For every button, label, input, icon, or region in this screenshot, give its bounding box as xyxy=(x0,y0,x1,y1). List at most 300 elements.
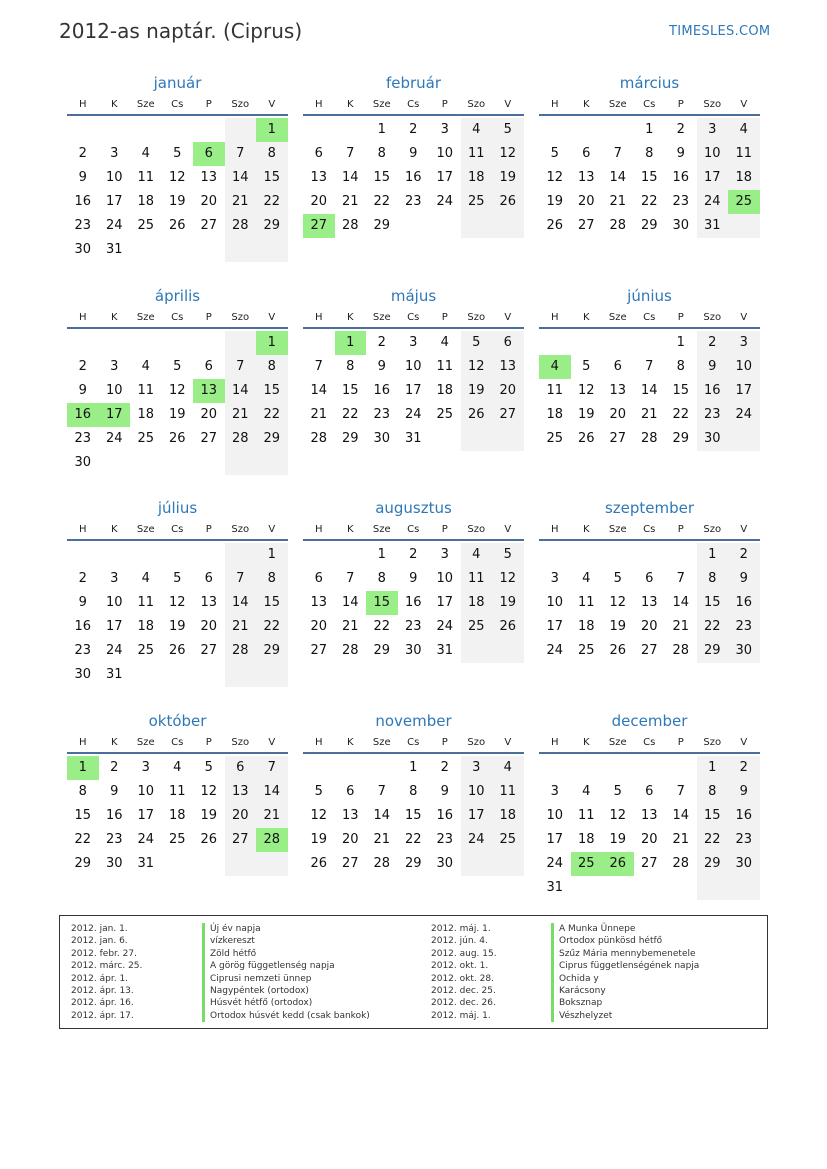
weekday-label: V xyxy=(268,737,276,748)
day-cell: 11 xyxy=(728,142,760,166)
day-cell: 18 xyxy=(577,619,595,634)
day-cell: 29 xyxy=(256,427,288,451)
day-cell: 1 xyxy=(256,543,288,567)
day-cell: 19 xyxy=(168,194,186,209)
day-cell: 4 xyxy=(141,571,150,586)
day-cell: 18 xyxy=(137,619,155,634)
day-cell: 7 xyxy=(645,359,654,374)
weekend-empty-cell xyxy=(697,876,729,900)
day-cell: 9 xyxy=(440,784,449,799)
day-cell: 24 xyxy=(105,218,123,233)
weekday-label: K xyxy=(110,99,118,110)
day-cell: 4 xyxy=(582,571,591,586)
day-cell: 26 xyxy=(577,431,595,446)
weekday-header xyxy=(67,312,288,329)
holiday-day-cell: 6 xyxy=(193,142,225,166)
day-cell: 6 xyxy=(204,571,213,586)
day-cell: 12 xyxy=(168,595,186,610)
day-cell: 14 xyxy=(310,383,328,398)
day-cell: 6 xyxy=(314,571,323,586)
weekday-label: K xyxy=(582,737,590,748)
day-cell: 21 xyxy=(609,194,627,209)
weekday-label: Szo xyxy=(703,312,722,323)
weekday-label: Sze xyxy=(372,99,391,110)
day-cell: 8 xyxy=(697,780,729,804)
weekday-label: P xyxy=(441,737,448,748)
day-cell: 29 xyxy=(697,852,729,876)
day-cell: 20 xyxy=(341,832,359,847)
day-cell: 10 xyxy=(728,355,760,379)
day-cell: 7 xyxy=(613,146,622,161)
legend-date: 2012. máj. 1. xyxy=(431,924,491,934)
day-cell: 3 xyxy=(141,760,150,775)
weekday-label: P xyxy=(677,99,684,110)
day-cell: 20 xyxy=(200,194,218,209)
weekday-label: Sze xyxy=(372,737,391,748)
day-grid xyxy=(67,118,288,264)
day-cell: 27 xyxy=(200,643,218,658)
day-cell: 29 xyxy=(341,431,359,446)
day-cell: 3 xyxy=(550,571,559,586)
weekday-label: Sze xyxy=(608,99,627,110)
month-block xyxy=(303,73,524,240)
weekday-label: Cs xyxy=(171,99,184,110)
day-cell: 9 xyxy=(78,170,87,185)
day-cell: 20 xyxy=(225,804,257,828)
legend-holiday-name: Nagypéntek (ortodox) xyxy=(202,985,370,997)
day-cell: 8 xyxy=(256,355,288,379)
day-cell: 9 xyxy=(78,383,87,398)
day-cell: 11 xyxy=(546,383,564,398)
day-cell: 24 xyxy=(137,832,155,847)
day-cell: 10 xyxy=(546,595,564,610)
weekend-empty-cell xyxy=(225,451,257,475)
day-grid xyxy=(67,543,288,689)
month-name: július xyxy=(157,499,198,517)
weekend-empty-cell xyxy=(225,331,257,355)
day-cell: 24 xyxy=(728,403,760,427)
weekday-header xyxy=(539,99,760,116)
month-name: szeptember xyxy=(604,499,695,517)
weekday-label: H xyxy=(314,524,323,535)
day-cell: 14 xyxy=(373,808,391,823)
day-cell: 21 xyxy=(310,407,328,422)
day-cell: 23 xyxy=(728,615,760,639)
day-cell: 23 xyxy=(74,643,92,658)
weekday-label: Szo xyxy=(703,524,722,535)
day-cell: 22 xyxy=(373,619,391,634)
day-cell: 13 xyxy=(609,383,627,398)
day-cell: 26 xyxy=(492,615,524,639)
day-cell: 24 xyxy=(436,194,454,209)
day-cell: 3 xyxy=(110,571,119,586)
day-cell: 13 xyxy=(640,808,658,823)
weekday-label: Szo xyxy=(467,312,486,323)
day-cell: 20 xyxy=(200,619,218,634)
day-cell: 25 xyxy=(436,407,454,422)
day-cell: 24 xyxy=(697,190,729,214)
legend-date: 2012. ápr. 16. xyxy=(71,998,134,1009)
day-cell: 17 xyxy=(137,808,155,823)
day-cell: 17 xyxy=(728,379,760,403)
month-block xyxy=(539,73,760,240)
day-cell: 16 xyxy=(404,595,422,610)
day-cell: 6 xyxy=(613,359,622,374)
day-cell: 15 xyxy=(74,808,92,823)
day-cell: 15 xyxy=(697,591,729,615)
weekend-empty-cell xyxy=(256,852,288,876)
day-cell: 15 xyxy=(256,379,288,403)
weekday-label: H xyxy=(314,737,323,748)
day-cell: 31 xyxy=(546,880,564,895)
weekend-empty-cell xyxy=(728,214,760,238)
weekday-label: H xyxy=(550,99,559,110)
day-cell: 4 xyxy=(492,756,524,780)
day-cell: 17 xyxy=(436,170,454,185)
weekday-label: H xyxy=(550,737,559,748)
day-cell: 20 xyxy=(310,194,328,209)
day-cell: 8 xyxy=(377,571,386,586)
day-cell: 21 xyxy=(640,407,658,422)
day-cell: 15 xyxy=(404,808,422,823)
day-cell: 7 xyxy=(256,756,288,780)
legend-date: 2012. dec. 25. xyxy=(431,985,496,996)
month-name: június xyxy=(627,287,672,305)
weekday-label: H xyxy=(314,99,323,110)
day-cell: 7 xyxy=(377,784,386,799)
weekday-label: Cs xyxy=(407,737,420,748)
legend-date: 2012. dec. 26. xyxy=(431,998,496,1009)
day-cell: 17 xyxy=(697,166,729,190)
day-cell: 19 xyxy=(492,591,524,615)
day-cell: 29 xyxy=(672,431,690,446)
weekday-label: V xyxy=(740,737,748,748)
legend-date: 2012. okt. 1. xyxy=(431,961,489,972)
weekday-label: V xyxy=(504,99,512,110)
day-cell: 10 xyxy=(105,383,123,398)
day-cell: 16 xyxy=(728,804,760,828)
month-name: október xyxy=(148,712,207,730)
weekday-label: Szo xyxy=(467,99,486,110)
day-cell: 12 xyxy=(200,784,218,799)
month-name: november xyxy=(375,712,452,730)
day-cell: 6 xyxy=(225,756,257,780)
weekday-label: P xyxy=(441,99,448,110)
day-cell: 21 xyxy=(256,804,288,828)
day-cell: 17 xyxy=(105,194,123,209)
weekday-label: V xyxy=(504,524,512,535)
day-cell: 8 xyxy=(645,146,654,161)
day-cell: 22 xyxy=(672,407,690,422)
day-cell: 4 xyxy=(141,359,150,374)
day-cell: 28 xyxy=(672,643,690,658)
day-cell: 9 xyxy=(697,355,729,379)
day-cell: 11 xyxy=(168,784,186,799)
day-cell: 2 xyxy=(697,331,729,355)
day-cell: 1 xyxy=(409,760,418,775)
weekday-label: K xyxy=(582,312,590,323)
day-cell: 8 xyxy=(78,784,87,799)
weekend-empty-cell xyxy=(461,639,493,663)
day-cell: 16 xyxy=(436,808,454,823)
day-cell: 22 xyxy=(697,828,729,852)
day-cell: 25 xyxy=(137,431,155,446)
weekend-empty-cell xyxy=(461,214,493,238)
day-cell: 26 xyxy=(168,218,186,233)
weekday-label: P xyxy=(677,312,684,323)
legend-holiday-name: Szűz Mária mennybemenetele xyxy=(551,948,699,960)
day-cell: 3 xyxy=(461,756,493,780)
day-cell: 14 xyxy=(225,379,257,403)
weekend-empty-cell xyxy=(225,543,257,567)
day-cell: 14 xyxy=(256,780,288,804)
month-name: március xyxy=(619,74,680,92)
day-cell: 14 xyxy=(341,595,359,610)
holiday-day-cell: 25 xyxy=(728,190,760,214)
day-cell: 31 xyxy=(137,856,155,871)
weekday-header xyxy=(539,524,760,541)
day-cell: 28 xyxy=(310,431,328,446)
day-cell: 6 xyxy=(582,146,591,161)
legend-holiday-name: Karácsony xyxy=(551,985,699,997)
day-cell: 30 xyxy=(436,856,454,871)
month-block xyxy=(539,286,760,453)
day-cell: 17 xyxy=(105,619,123,634)
day-cell: 14 xyxy=(640,383,658,398)
day-cell: 22 xyxy=(256,190,288,214)
day-cell: 11 xyxy=(577,595,595,610)
weekend-empty-cell xyxy=(461,852,493,876)
day-cell: 5 xyxy=(173,146,182,161)
weekend-empty-cell xyxy=(225,852,257,876)
weekday-label: Sze xyxy=(608,524,627,535)
day-cell: 26 xyxy=(546,218,564,233)
day-cell: 14 xyxy=(341,170,359,185)
day-cell: 14 xyxy=(672,808,690,823)
day-cell: 26 xyxy=(168,643,186,658)
legend-date: 2012. ápr. 17. xyxy=(71,1010,134,1021)
day-cell: 18 xyxy=(492,804,524,828)
day-cell: 13 xyxy=(640,595,658,610)
day-cell: 9 xyxy=(676,146,685,161)
day-cell: 28 xyxy=(341,218,359,233)
day-cell: 4 xyxy=(461,543,493,567)
day-cell: 6 xyxy=(314,146,323,161)
day-cell: 15 xyxy=(672,383,690,398)
day-cell: 24 xyxy=(546,856,564,871)
day-cell: 2 xyxy=(409,122,418,137)
day-cell: 21 xyxy=(225,190,257,214)
weekday-label: P xyxy=(205,737,212,748)
month-block xyxy=(67,711,288,878)
legend-holiday-name: A görög függetlenség napja xyxy=(202,960,370,972)
legend-date: 2012. ápr. 1. xyxy=(71,973,129,984)
day-cell: 23 xyxy=(697,403,729,427)
day-cell: 5 xyxy=(461,331,493,355)
day-cell: 9 xyxy=(409,571,418,586)
day-cell: 7 xyxy=(225,142,257,166)
weekday-label: H xyxy=(78,737,87,748)
day-cell: 1 xyxy=(697,543,729,567)
day-cell: 10 xyxy=(461,780,493,804)
day-cell: 5 xyxy=(492,543,524,567)
day-cell: 3 xyxy=(697,118,729,142)
holiday-day-cell: 1 xyxy=(335,331,367,355)
day-cell: 25 xyxy=(137,218,155,233)
legend-holiday-name: Ciprus függetlenségének napja xyxy=(551,960,699,972)
day-cell: 1 xyxy=(645,122,654,137)
day-cell: 18 xyxy=(436,383,454,398)
month-name: május xyxy=(390,287,437,305)
day-cell: 27 xyxy=(492,403,524,427)
day-cell: 24 xyxy=(436,619,454,634)
holiday-day-cell: 15 xyxy=(366,591,398,615)
day-grid xyxy=(303,331,524,453)
weekday-header xyxy=(67,99,288,116)
day-cell: 7 xyxy=(346,571,355,586)
day-grid xyxy=(539,331,760,453)
day-cell: 19 xyxy=(168,619,186,634)
day-cell: 19 xyxy=(546,194,564,209)
day-cell: 23 xyxy=(373,407,391,422)
day-cell: 17 xyxy=(546,619,564,634)
day-cell: 29 xyxy=(373,218,391,233)
day-cell: 12 xyxy=(546,170,564,185)
month-block xyxy=(67,498,288,689)
day-cell: 12 xyxy=(577,383,595,398)
day-cell: 10 xyxy=(436,146,454,161)
day-cell: 3 xyxy=(728,331,760,355)
day-cell: 8 xyxy=(676,359,685,374)
day-cell: 13 xyxy=(310,170,328,185)
day-cell: 17 xyxy=(546,832,564,847)
day-cell: 27 xyxy=(200,218,218,233)
weekday-label: Szo xyxy=(703,99,722,110)
page-title: 2012-as naptár. (Ciprus) xyxy=(59,19,303,43)
legend-holiday-name: Boksznap xyxy=(551,997,699,1009)
weekend-empty-cell xyxy=(492,427,524,451)
day-cell: 26 xyxy=(492,190,524,214)
day-grid xyxy=(303,118,524,240)
weekday-header xyxy=(539,312,760,329)
legend-date: 2012. máj. 1. xyxy=(431,1010,491,1021)
weekend-empty-cell xyxy=(256,238,288,262)
legend-names-right xyxy=(551,923,699,1022)
day-cell: 5 xyxy=(314,784,323,799)
weekday-header xyxy=(303,737,524,754)
day-cell: 22 xyxy=(373,194,391,209)
day-cell: 2 xyxy=(377,335,386,350)
weekend-empty-cell xyxy=(256,663,288,687)
day-cell: 24 xyxy=(105,431,123,446)
weekday-label: Cs xyxy=(407,312,420,323)
day-cell: 25 xyxy=(461,615,493,639)
weekday-label: Cs xyxy=(643,524,656,535)
weekday-label: P xyxy=(441,312,448,323)
weekday-label: V xyxy=(268,312,276,323)
day-cell: 20 xyxy=(200,407,218,422)
weekend-empty-cell xyxy=(728,876,760,900)
day-cell: 29 xyxy=(74,856,92,871)
brand-link[interactable]: TIMESLES.COM xyxy=(669,24,771,39)
day-cell: 25 xyxy=(546,431,564,446)
day-cell: 31 xyxy=(105,242,123,257)
weekday-label: Szo xyxy=(703,737,722,748)
day-cell: 23 xyxy=(672,194,690,209)
legend-holiday-name: Vészhelyzet xyxy=(551,1010,699,1022)
weekday-label: Sze xyxy=(136,99,155,110)
weekday-label: Cs xyxy=(407,524,420,535)
day-cell: 12 xyxy=(310,808,328,823)
weekend-empty-cell xyxy=(225,238,257,262)
day-cell: 27 xyxy=(640,643,658,658)
weekday-header xyxy=(67,737,288,754)
weekday-label: K xyxy=(110,312,118,323)
day-cell: 5 xyxy=(613,571,622,586)
day-cell: 15 xyxy=(341,383,359,398)
month-name: április xyxy=(154,287,201,305)
day-cell: 16 xyxy=(697,379,729,403)
holiday-day-cell: 28 xyxy=(256,828,288,852)
day-cell: 2 xyxy=(409,547,418,562)
weekend-empty-cell xyxy=(492,214,524,238)
day-cell: 12 xyxy=(492,142,524,166)
day-cell: 26 xyxy=(310,856,328,871)
day-cell: 28 xyxy=(609,218,627,233)
day-cell: 30 xyxy=(672,218,690,233)
weekday-label: Cs xyxy=(171,524,184,535)
day-cell: 19 xyxy=(461,379,493,403)
weekday-label: K xyxy=(346,737,354,748)
day-cell: 16 xyxy=(74,194,92,209)
weekday-label: P xyxy=(677,524,684,535)
day-cell: 15 xyxy=(256,166,288,190)
day-cell: 3 xyxy=(110,359,119,374)
holiday-legend xyxy=(59,915,768,1029)
weekend-empty-cell xyxy=(256,451,288,475)
day-cell: 24 xyxy=(461,828,493,852)
day-cell: 18 xyxy=(577,832,595,847)
holiday-day-cell: 1 xyxy=(67,756,99,780)
day-cell: 13 xyxy=(200,595,218,610)
day-cell: 20 xyxy=(640,619,658,634)
weekday-label: V xyxy=(504,737,512,748)
day-cell: 29 xyxy=(697,639,729,663)
day-cell: 11 xyxy=(436,359,454,374)
legend-names-left xyxy=(202,923,370,1022)
day-cell: 2 xyxy=(676,122,685,137)
day-grid xyxy=(303,756,524,878)
day-cell: 14 xyxy=(672,595,690,610)
day-cell: 19 xyxy=(492,166,524,190)
day-cell: 8 xyxy=(256,567,288,591)
month-name: augusztus xyxy=(375,499,452,517)
day-cell: 10 xyxy=(697,142,729,166)
day-cell: 4 xyxy=(173,760,182,775)
day-cell: 28 xyxy=(225,214,257,238)
day-cell: 19 xyxy=(577,407,595,422)
day-grid xyxy=(539,756,760,902)
day-cell: 3 xyxy=(440,547,449,562)
day-cell: 20 xyxy=(640,832,658,847)
weekday-label: Szo xyxy=(231,312,250,323)
day-cell: 29 xyxy=(373,643,391,658)
month-block xyxy=(303,498,524,665)
weekday-label: Cs xyxy=(643,99,656,110)
weekday-label: Cs xyxy=(171,737,184,748)
day-cell: 27 xyxy=(341,856,359,871)
day-cell: 23 xyxy=(404,619,422,634)
